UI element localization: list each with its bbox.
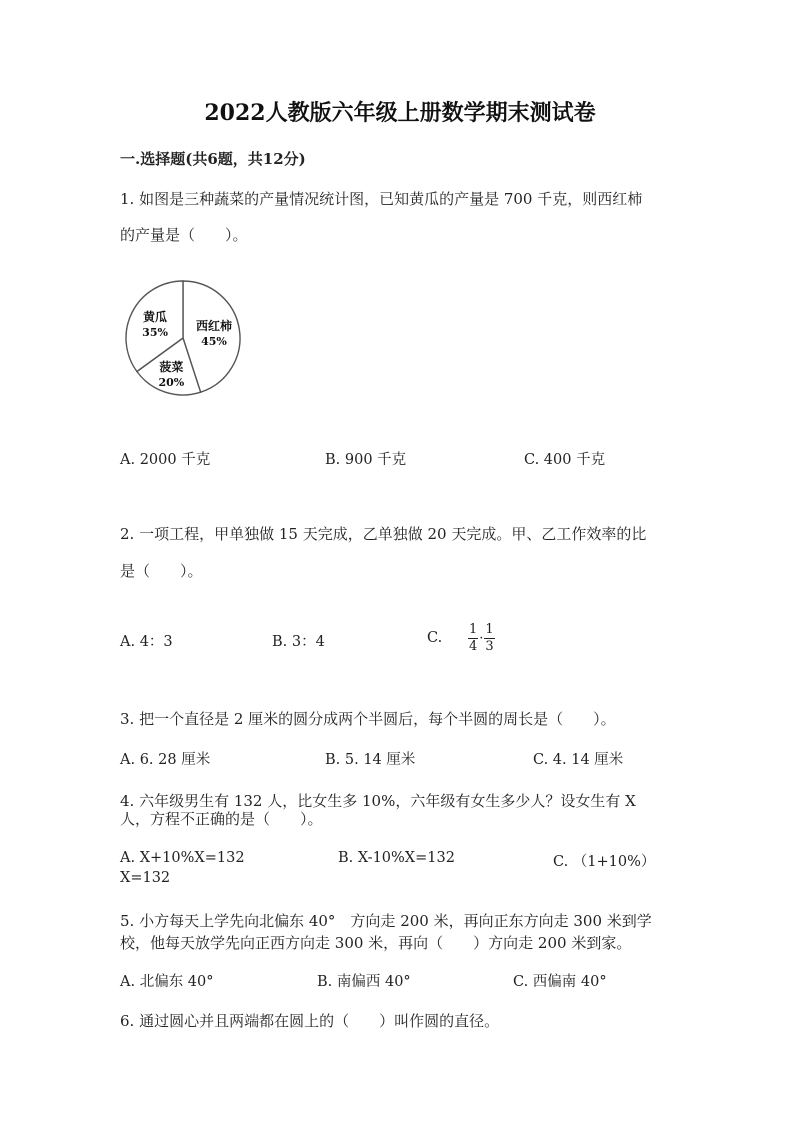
- question-5-option-c[interactable]: C. 西偏南 40°: [513, 974, 607, 990]
- question-1-option-b[interactable]: B. 900 千克: [325, 452, 407, 468]
- question-4-text: 4. 六年级男生有 132 人，比女生多 10%，六年级有女生多少人？设女生有 X: [120, 792, 636, 810]
- question-4-option-a[interactable]: A. X+10%X=132: [120, 850, 245, 866]
- question-1-text-cont: 的产量是（ ）。: [120, 226, 248, 244]
- question-4-option-c-cont: X=132: [120, 870, 171, 886]
- question-5-option-a[interactable]: A. 北偏东 40°: [120, 974, 214, 990]
- pie-chart: [120, 280, 250, 405]
- question-4-text-cont: 人，方程不正确的是（ ）。: [120, 810, 323, 828]
- fraction-numerator-1: 1: [469, 622, 478, 637]
- question-4-option-b[interactable]: B. X-10%X=132: [338, 850, 455, 866]
- question-1-option-a[interactable]: A. 2000 千克: [120, 452, 211, 468]
- pie-label-name-0: 黄瓜: [143, 309, 168, 324]
- question-3-option-b[interactable]: B. 5. 14 厘米: [325, 752, 416, 768]
- question-1-option-c[interactable]: C. 400 千克: [524, 452, 606, 468]
- section-heading: 一.选择题(共6题，共12分): [120, 150, 306, 168]
- pie-label-value-0: 35%: [142, 325, 168, 339]
- question-2-option-c-fraction: [468, 622, 495, 655]
- pie-label-value-2: 20%: [158, 375, 185, 389]
- fraction-numerator-2: 1: [485, 622, 494, 637]
- question-3-option-c[interactable]: C. 4. 14 厘米: [533, 752, 624, 768]
- fraction-denominator-1: 4: [469, 639, 478, 654]
- question-1-text: 1. 如图是三种蔬菜的产量情况统计图，已知黄瓜的产量是 700 千克，则西红柿: [120, 190, 643, 208]
- pie-label-name-2: 菠菜: [159, 359, 184, 374]
- fraction-denominator-2: 3: [485, 639, 494, 654]
- question-2-option-b[interactable]: B. 3：4: [272, 634, 325, 650]
- pie-label-name-1: 西红柿: [195, 319, 232, 334]
- question-2-text-cont: 是（ ）。: [120, 562, 203, 580]
- question-4-option-c[interactable]: C. （1+10%）: [553, 854, 656, 870]
- question-2-text: 2. 一项工程，甲单独做 15 天完成，乙单独做 20 天完成。甲、乙工作效率的比: [120, 525, 647, 543]
- question-5-text: 5. 小方每天上学先向北偏东 40° 方向走 200 米，再向正东方向走 300 米到学: [120, 912, 652, 930]
- question-2-option-a[interactable]: A. 4：3: [120, 634, 173, 650]
- question-5-option-b[interactable]: B. 南偏西 40°: [317, 974, 411, 990]
- question-2-option-c[interactable]: C.: [427, 630, 443, 646]
- question-3-option-a[interactable]: A. 6. 28 厘米: [120, 752, 211, 768]
- fraction-separator: ·: [479, 630, 484, 646]
- question-6-text: 6. 通过圆心并且两端都在圆上的（ ）叫作圆的直径。: [120, 1012, 500, 1030]
- pie-label-value-1: 45%: [201, 335, 227, 349]
- question-3-text: 3. 把一个直径是 2 厘米的圆分成两个半圆后，每个半圆的周长是（ ）。: [120, 710, 616, 728]
- page-title: 2022人教版六年级上册数学期末测试卷: [204, 100, 596, 126]
- question-5-text-cont: 校，他每天放学先向正西方向走 300 米，再向（ ）方向走 200 米到家。: [120, 934, 632, 952]
